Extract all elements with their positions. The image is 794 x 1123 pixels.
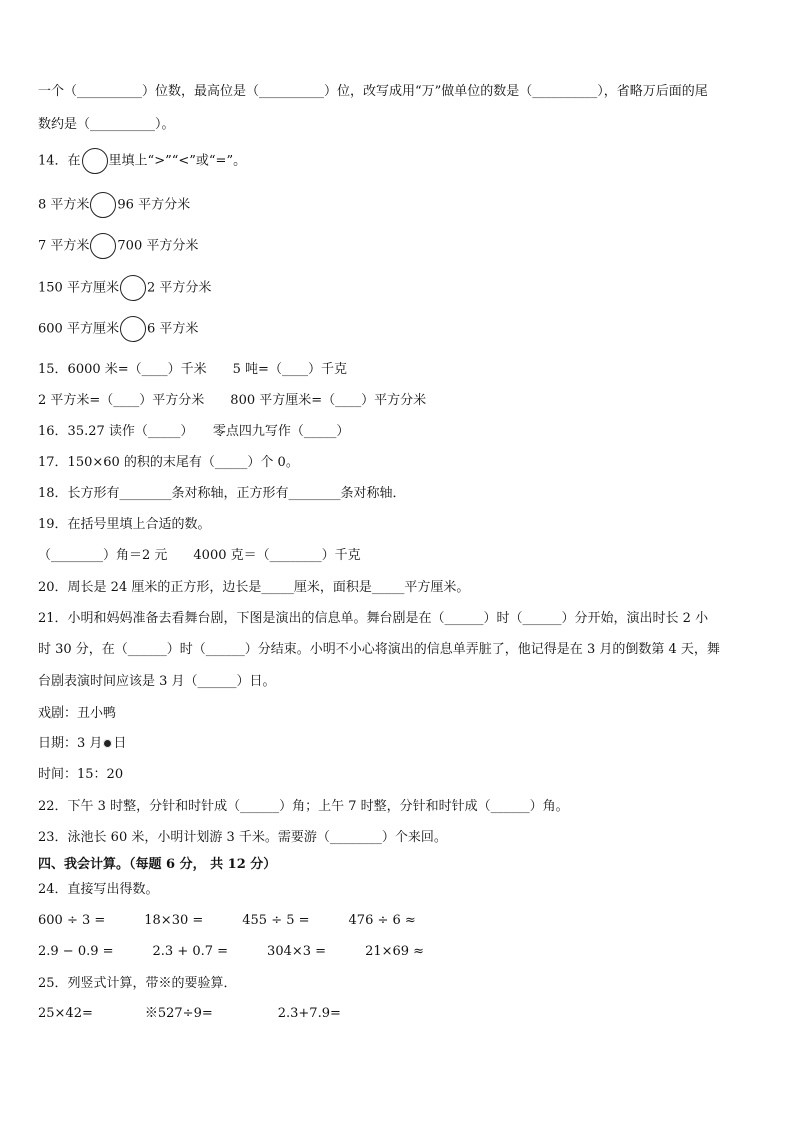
compare-row	[38, 316, 198, 342]
blank-circle[interactable]	[120, 275, 146, 301]
question-19b: （________）角＝2 元 4000 克＝（________）千克	[38, 548, 361, 563]
compare-left: 7 平方米	[38, 238, 90, 254]
question-23: 23．泳池长 60 米，小明计划游 3 千米。需要游（________）个来回。	[38, 830, 447, 845]
text-segment: 里填上“>”“<”或“=”。	[108, 153, 247, 169]
question-21b: 时 30 分，在（______）时（______）分结束。小明不小心将演出的信息单弄脏了，他记得是在 3 月的倒数第 4 天，舞	[38, 642, 720, 657]
text-line: 数约是（__________）。	[38, 117, 175, 132]
info-date	[38, 735, 126, 753]
compare-left: 150 平方厘米	[38, 280, 119, 296]
calc-row: 600 ÷ 3 = 18×30 = 455 ÷ 5 = 476 ÷ 6 ≈	[38, 913, 416, 928]
question-17: 17．150×60 的积的末尾有（_____）个 0。	[38, 455, 299, 470]
stain-dot-icon	[103, 739, 112, 748]
info-title: 戏剧：丑小鸭	[38, 706, 117, 721]
text-line: 一个（__________）位数，最高位是（__________）位，改写成用“万”做单位的数是（__________），省略万后面的尾	[38, 84, 708, 99]
question-16: 16．35.27 读作（_____） 零点四九写作（_____）	[38, 424, 350, 439]
blank-circle[interactable]	[120, 316, 146, 342]
question-20: 20．周长是 24 厘米的正方形，边长是_____厘米，面积是_____平方厘米。	[38, 580, 470, 595]
blank-circle[interactable]	[90, 192, 116, 218]
compare-row	[38, 233, 198, 259]
compare-row	[38, 275, 211, 301]
question-22: 22．下午 3 时整，分针和时针成（______）角；上午 7 时整，分针和时针成（______）角。	[38, 799, 569, 814]
question-19: 19．在括号里填上合适的数。	[38, 517, 211, 532]
blank-circle[interactable]	[82, 148, 108, 174]
question-24: 24．直接写出得数。	[38, 882, 159, 897]
section-heading: 四、我会计算。（每题 6 分， 共 12 分）	[38, 857, 277, 872]
compare-right: 96 平方分米	[117, 197, 191, 213]
question-21c: 台剧表演时间应该是 3 月（______）日。	[38, 674, 276, 689]
question-21a: 21．小明和妈妈准备去看舞台剧，下图是演出的信息单。舞台剧是在（______）时（______）分开始，演出时长 2 小	[38, 611, 709, 626]
compare-right: 6 平方米	[146, 321, 199, 337]
question-25: 25．列竖式计算，带※的要验算．	[38, 976, 237, 991]
info-time: 时间：15：20	[38, 767, 124, 782]
text-segment: 日期：3 月	[38, 736, 103, 751]
compare-right: 700 平方分米	[117, 238, 199, 254]
compare-left: 8 平方米	[38, 197, 90, 213]
question-15a: 15．6000 米=（____）千米 5 吨=（____）千克	[38, 362, 347, 377]
calc-row: 25×42= ※527÷9= 2.3+7.9=	[38, 1006, 341, 1021]
compare-right: 2 平方分米	[146, 280, 212, 296]
question-14	[38, 148, 246, 174]
compare-left: 600 平方厘米	[38, 321, 119, 337]
compare-row	[38, 192, 190, 218]
question-18: 18．长方形有________条对称轴，正方形有________条对称轴．	[38, 486, 406, 501]
blank-circle[interactable]	[90, 233, 116, 259]
calc-row: 2.9 − 0.9 = 2.3 + 0.7 = 304×3 = 21×69 ≈	[38, 944, 425, 959]
text-segment: 日	[113, 736, 127, 751]
question-15b: 2 平方米=（____）平方分米 800 平方厘米=（____）平方分米	[38, 393, 427, 408]
text-segment: 14．在	[38, 153, 81, 169]
